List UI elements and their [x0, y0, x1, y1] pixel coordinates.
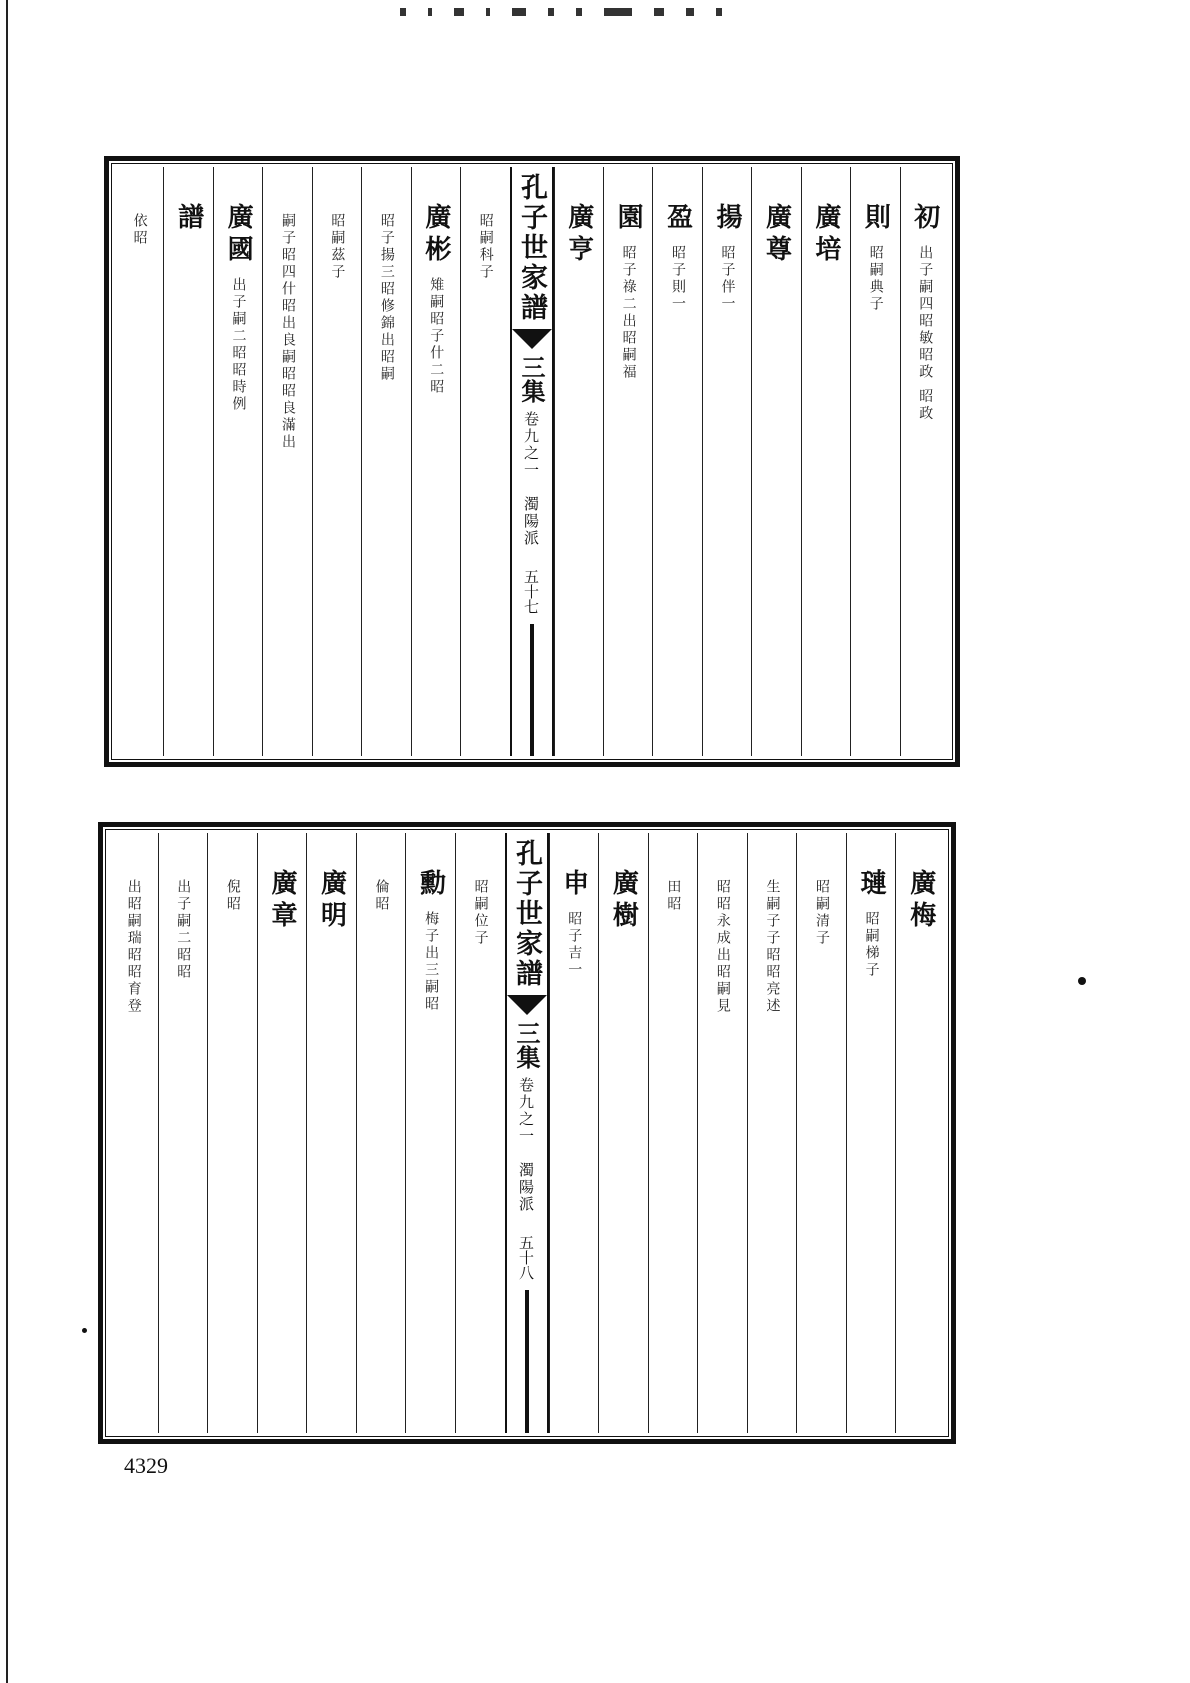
- entry-note: 倫昭: [373, 879, 390, 913]
- entry-note: 梅子出三嗣昭: [423, 911, 440, 1013]
- entry-note: 昭嗣梯子: [863, 911, 880, 979]
- entry-note: 生嗣子子昭昭亮述: [764, 879, 781, 1015]
- entry-column: [460, 167, 509, 756]
- entry-name: 初: [909, 203, 940, 235]
- entry-column: [549, 833, 599, 1433]
- entry-name: 廣培: [810, 203, 841, 267]
- entry-name: 盈: [662, 203, 693, 235]
- book-title-column: [510, 167, 554, 756]
- scan-speck: [82, 1328, 87, 1333]
- entry-column: [312, 167, 361, 756]
- entry-note: 昭子伴一: [719, 245, 736, 313]
- book-title: 孔子世家譜: [516, 173, 547, 323]
- entry-column: [257, 833, 307, 1433]
- entry-column: [850, 167, 899, 756]
- entry-column: [801, 167, 850, 756]
- entry-column: [747, 833, 797, 1433]
- entry-column: [648, 833, 698, 1433]
- folio-number: 五十七: [522, 569, 540, 614]
- fish-tail-mark: [507, 995, 547, 1015]
- entry-note: 昭嗣茲子: [329, 213, 346, 281]
- entry-note: 昭子揚三昭修錦出昭嗣: [378, 213, 395, 383]
- center-bar: [525, 1290, 529, 1433]
- entry-note: 昭子吉一: [566, 911, 583, 979]
- section-label: 卷九之一 濁陽派: [517, 1077, 535, 1213]
- entry-column: [109, 833, 158, 1433]
- entry-note: 雉嗣昭子什二昭: [428, 277, 445, 396]
- entry-name: 廣章: [266, 869, 297, 933]
- section-label: 卷九之一 濁陽派: [522, 411, 540, 547]
- entry-name: 廣彬: [420, 203, 451, 267]
- entry-note: 嗣子昭四什昭出良嗣昭昭良滿出: [279, 213, 296, 451]
- entry-name: 廣明: [316, 869, 347, 933]
- entry-column: [603, 167, 652, 756]
- folio-number: 五十八: [517, 1235, 535, 1280]
- entry-column: [751, 167, 800, 756]
- entry-column: [115, 167, 163, 756]
- entry-note: 昭子祿二出昭嗣福: [620, 245, 637, 381]
- entry-column: [411, 167, 460, 756]
- entry-name: 廣亨: [563, 203, 594, 267]
- entry-note: 昭子則一: [670, 245, 687, 313]
- entry-note: 昭昭永成出昭嗣見: [714, 879, 731, 1015]
- entry-note: 出子嗣四昭敏昭政 昭政: [917, 245, 934, 423]
- entry-column: [356, 833, 406, 1433]
- entry-name: 勳: [415, 869, 446, 901]
- entry-note: 出昭嗣瑞昭昭育登: [125, 879, 142, 1015]
- entry-name: 譜: [173, 203, 204, 235]
- center-bar: [530, 624, 534, 756]
- entry-column: [702, 167, 751, 756]
- entry-column: [796, 833, 846, 1433]
- page-left-rule: [6, 0, 8, 1683]
- top-scan-strip: [400, 8, 940, 18]
- fish-tail-mark: [512, 329, 552, 349]
- entry-column: [846, 833, 896, 1433]
- bottom-genealogy-panel: [98, 822, 956, 1444]
- entry-column: [554, 167, 603, 756]
- entry-name: 揚: [712, 203, 743, 235]
- entry-name: 廣國: [223, 203, 254, 267]
- entry-note: 出子嗣二昭昭: [175, 879, 192, 981]
- entry-name: 申: [558, 869, 589, 901]
- entry-column: [455, 833, 505, 1433]
- entry-column: [652, 167, 701, 756]
- book-title-column: [505, 833, 549, 1433]
- entry-name: 廣尊: [761, 203, 792, 267]
- entry-column: [213, 167, 262, 756]
- entry-name: 廣梅: [905, 869, 936, 933]
- entry-column: [361, 167, 410, 756]
- entry-column: [207, 833, 257, 1433]
- entry-column: [900, 167, 949, 756]
- entry-column: [895, 833, 945, 1433]
- entry-note: 出子嗣二昭昭時例: [230, 277, 247, 413]
- entry-name: 園: [613, 203, 644, 235]
- entry-column: [158, 833, 208, 1433]
- scan-speck: [1078, 977, 1086, 985]
- page-number: 4329: [124, 1453, 168, 1478]
- entry-note: 依昭: [131, 213, 148, 247]
- entry-column: [697, 833, 747, 1433]
- entry-note: 昭嗣科子: [477, 213, 494, 281]
- entry-column: [598, 833, 648, 1433]
- entry-name: 則: [860, 203, 891, 235]
- volume-label: 三集: [517, 355, 546, 403]
- top-genealogy-panel: [104, 156, 960, 767]
- entry-note: 昭嗣典子: [867, 245, 884, 313]
- book-title: 孔子世家譜: [511, 839, 542, 989]
- entry-name: 璉: [856, 869, 887, 901]
- entry-note: 昭嗣清子: [814, 879, 831, 947]
- entry-note: 倪昭: [224, 879, 241, 913]
- entry-note: 田昭: [665, 879, 682, 913]
- entry-column: [163, 167, 212, 756]
- entry-column: [306, 833, 356, 1433]
- entry-name: 廣樹: [608, 869, 639, 933]
- entry-note: 昭嗣位子: [472, 879, 489, 947]
- entry-column: [262, 167, 311, 756]
- volume-label: 三集: [512, 1021, 541, 1069]
- entry-column: [405, 833, 455, 1433]
